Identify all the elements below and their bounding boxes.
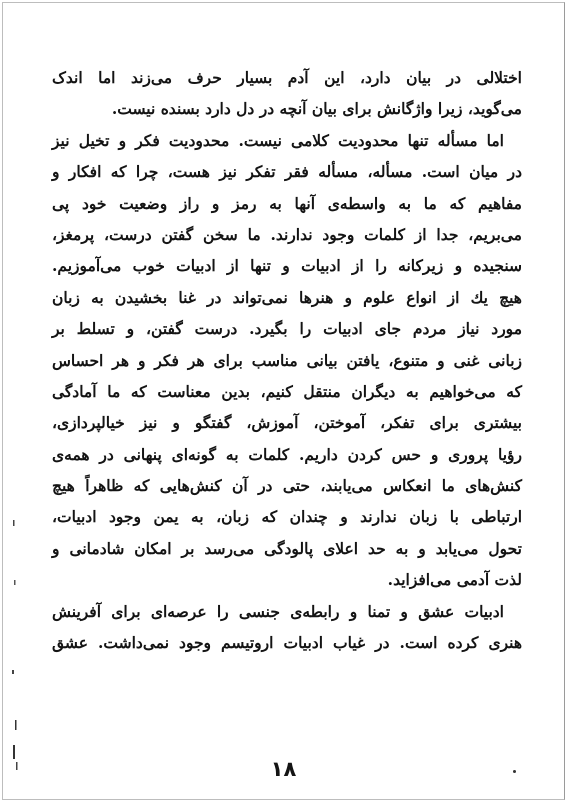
- text-line: می‌گوید، زیرا واژگانش برای بیان آنچه در دل دارد بسنده نیست.: [111, 99, 522, 119]
- text-line: ارتباطی با زبان ندارند و چندان که زبان، به یمن وجود ادبیات،: [52, 507, 522, 527]
- text-line: لذت آدمی می‌افزاید.: [387, 570, 522, 590]
- text-line: اختلالی در بیان دارد، این آدم بسیار حرف می‌زند اما اندک: [52, 68, 522, 87]
- text-line: که می‌خواهیم به دیگران منتقل کنیم، بدین معناست که ما آمادگی: [52, 381, 522, 401]
- text-line: در میان است. مسأله، مسأله فقر تفکر نیز هست، چرا که افکار و: [52, 162, 522, 182]
- text-line: سنجیده و زیرکانه را از ادبیات و تنها از ادبیات خوب می‌آموزیم.: [52, 256, 522, 276]
- body-text: [52, 62, 522, 658]
- text-line: هنری کرده است. در غیاب ادبیات اروتیسم وجود نمی‌داشت. عشق: [52, 633, 522, 653]
- text-line: اما مسأله تنها محدودیت کلامی نیست. محدودیت فکر و تخیل نیز: [52, 130, 504, 150]
- text-line: بیشتری برای تفکر، آموختن، آموزش، گفتگو و نیز خیالپردازی،: [52, 413, 522, 433]
- text-line: می‌بریم، جدا از کلمات وجود ندارند. ما سخن گفتن درست، پرمغز،: [52, 224, 522, 244]
- text-line: مورد نیاز مردم جای ادبیات را بگیرد. درست گفتن، و تسلط بر: [52, 319, 522, 339]
- text-line: هیچ یك از انواع علوم و هنرها نمی‌تواند در غنا بخشیدن به زبان: [52, 287, 522, 307]
- text-line: زبانی غنی و متنوع، یافتن بیانی مناسب برای هر فکر و هر احساس: [52, 350, 522, 370]
- text-line: مفاهیم که ما به واسطه‌ی آنها به رمز و راز وضعیت خود پی: [52, 193, 522, 213]
- text-line: کنش‌های ما انعکاس می‌یابند، حتی در آن کنش‌هایی که ظاهراً هیچ: [52, 476, 522, 496]
- text-line: ادبیات عشق و تمنا و رابطه‌ی جنسی را عرصه‌ای برای آفرینش: [52, 601, 504, 621]
- text-line: رؤیا پروری و حس کردن داریم. کلمات به گونه‌ای پنهانی در همه‌ی: [52, 444, 522, 464]
- text-line: تحول می‌یابد و به حد اعلای پالودگی می‌رسد بر امکان شادمانی و: [52, 538, 522, 558]
- page-number: ۱۸: [270, 757, 297, 781]
- scan-speck: [513, 770, 516, 773]
- scan-noise-marks: [8, 520, 22, 780]
